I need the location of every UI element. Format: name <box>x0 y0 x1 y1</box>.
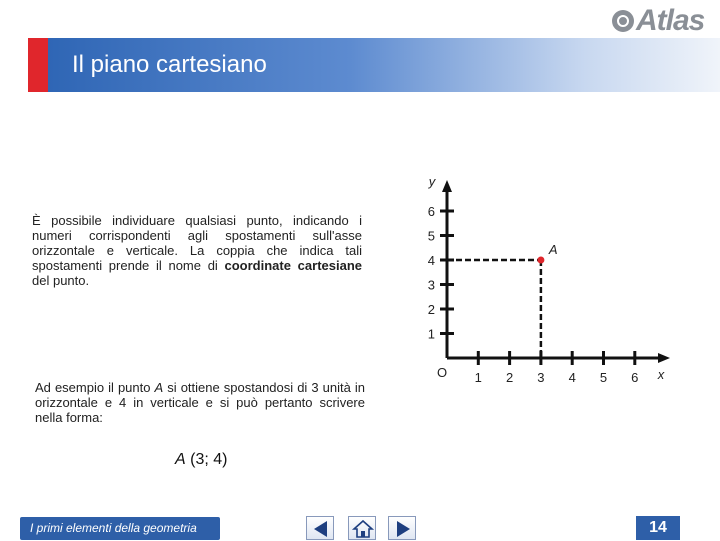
x-tick-label: 1 <box>474 370 482 385</box>
prev-arrow-icon <box>307 517 335 541</box>
y-tick-label: 1 <box>427 326 435 342</box>
graph-layer <box>428 174 670 385</box>
x-tick-label: 4 <box>568 370 576 385</box>
point-a-label: A <box>548 242 558 257</box>
next-slide-button[interactable] <box>388 516 416 540</box>
y-tick-label: 3 <box>427 277 435 293</box>
y-axis-label: y <box>428 174 436 189</box>
formula-point: A <box>175 451 186 468</box>
intro-bold-term: coordinate cartesiane <box>224 258 362 273</box>
formula-coords: (3; 4) <box>185 451 228 468</box>
example-text-end: si ottiene spostandosi di 3 unità in orizzontale e 4 in verticale e si può pertanto scrivere nella forma: <box>35 380 366 425</box>
x-axis-arrow <box>658 353 670 363</box>
example-text: Ad esempio il punto <box>35 380 155 395</box>
x-axis-label: x <box>657 367 665 382</box>
y-tick-label: 6 <box>427 204 435 219</box>
home-icon <box>349 517 377 541</box>
prev-slide-button[interactable] <box>306 516 334 540</box>
y-tick-label: 5 <box>427 228 435 244</box>
y-tick-label: 4 <box>427 253 435 268</box>
x-tick-label: 3 <box>537 370 545 385</box>
x-tick-label: 2 <box>505 370 514 385</box>
page-title: Il piano cartesiano <box>72 51 267 78</box>
y-tick-label: 2 <box>427 302 435 317</box>
intro-text: È possibile individuare qualsiasi punto, indicando i numeri corrispondenti agli spostamenti sull'asse orizzontale e verticale. La coppia che indica tali spostamenti prende il nome di <box>32 213 362 273</box>
x-tick-label: 5 <box>599 370 608 385</box>
example-point-name: A <box>154 380 164 395</box>
logo-text: Atlas <box>636 4 705 37</box>
y-axis-arrow <box>442 180 452 192</box>
point-a-marker <box>537 257 544 264</box>
x-tick-label: 6 <box>631 370 639 385</box>
section-label: I primi elementi della geometria <box>30 521 197 535</box>
intro-text-end: del punto. <box>32 273 90 288</box>
page-number: 14 <box>636 516 680 540</box>
origin-label: O <box>436 365 448 380</box>
home-button[interactable] <box>348 516 376 540</box>
next-arrow-icon <box>389 517 417 541</box>
